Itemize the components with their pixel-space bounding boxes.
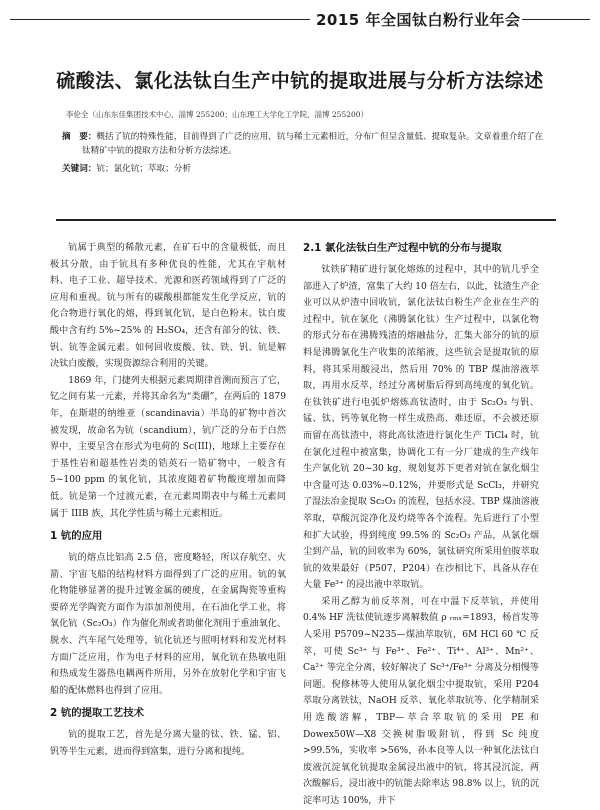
chloride-paragraph-2: 采用乙醇为前反萃剂，可在中温下反萃钪，并使用 0.4% HF 洗钛使钪逐步离解数值 ρ ᵣₘₓ=1893，杨首发等人采用 P5709~N235—煤油萃取钪，6M HCl 60 ℃ 反萃，可使 Sc³⁺ 与 Fe³⁺、Fe²⁺、Ti⁴⁺、Al³⁺、Mn²⁺、Ca²⁺ 等完全分离，较好解决了 Sc³⁺/Fe³⁺ 分离及分相慢等问题。倪修林等人使用从氯化烟尘中提取钪，采用 P204 萃取分离铁钛，NaOH 反萃、氧化萃取钪等、化学精制采用选酸溶解，TBP—萃合萃取钪的采用 PE 和 Dowex50W—X8 交换树脂吸附钪，得到 Sc 纯度 >99.5%，实收率 >56%，孙本良等人以一种氧化法钛白废液沉淀氧化钪提取金属浸出液中的钪，将其浸沉淀，两次酸解后，浸出液中的钪能去除率达 98.8% 以上，钪的沉淀率可达 100%，并下 [303, 596, 539, 806]
chloride-paragraph-1: 钛铁矿精矿进行氯化熔炼的过程中，其中的钪几乎全部进入了炉渣，富集了大约 10 倍左右，以此，钛渣生产企业可以从炉渣中回收钪，氯化法钛白粉生产企业在生产的过程中，钪在氯化（沸腾氯化钛）生产过程中，以氯化物的形式分布在沸腾残渣的熔融盐分，汇集大部分的钪的原料是沸腾氯化生产收集的浓缩液，这些钪会是提取钪的原料，将其采用酸浸出，然后用 70% 的 TBP 煤油溶液萃取，再用水反萃，经过分离树脂后得到高纯度的氧化钪。在钛铁矿进行电弧炉熔炼高钛渣时，由于 Sc₂O₃ 与钒、锰、钛、钙等氧化物一样生成热高、难还原，不会被还原而留在高钛渣中，将此高钛渣进行氯化生产 TiCl₄ 时，钪在氯化过程中被富集，协调化工有一分厂建成的生产线年生产氯化钪 20~30 kg，规划复苏下更者对钪在氯化烟尘中含量可达 0.03%~0.12%，并要形式是 ScCl₃，并研究了湿法冶金提取 Sc₂O₃ 的流程，包括水浸、TBP 煤油溶液萃取，草酸沉淀净化及灼烧等各个流程。先后进行了小型和扩大试验，得到纯度 99.5% 的 Sc₂O₃ 产品，从氯化烟尘到产品，钪的回收率为 60%，氯钛研究所采用伯胺萃取钪的效果最好（P507，P204）在沙相比下，具备从存在大量 Fe³⁺ 的浸出液中萃取钪。 [303, 265, 539, 591]
article-title: 硫酸法、氯化法钛白生产中钪的提取进展与分析方法综述 [56, 70, 544, 92]
header-rule-right [522, 19, 590, 20]
section-heading-applications: 1 钪的应用 [50, 530, 103, 543]
keywords [62, 162, 191, 174]
header-rule-left [10, 19, 310, 20]
applications-paragraph: 钪的熔点比铝高 2.5 倍，密度略轻，所以存航空、火箭、宇宙飞船的结构材料方面得到了广泛的应用。钪的氧化物能够显著的提升过镀金属的硬度，在金属陶瓷等重构要碎光学陶瓷方面作为添加剂使用，在石油化学工业，将氧化钪（Sc₂O₃）作为催化剂或者助催化剂用于重油氧化、脱水、汽车尾气处理等，钪化钪还与照明材料和发光材料方面广泛应用，作为电子材料的应用，氧化钪在热敏电阻和热成发生器热电耦两件所用，另外在放射化学和宇宙飞船的配体燃料也得到了应用。 [50, 553, 286, 696]
right-column [303, 240, 539, 810]
article-authors: 李伦全（山东东佳集团技术中心，淄博 255200；山东理工大学化工学院，淄博 255200） [66, 110, 369, 119]
section-heading-extraction: 2 钪的提取工艺技术 [50, 707, 144, 720]
page-header [0, 0, 600, 34]
conference-title: 2015 年全国钛白粉行业年会 [316, 11, 521, 29]
abstract-text: 概括了钪的特殊性能，目前得到了广泛的应用，钪与稀土元素相近，分布广但呈含量低、提取复杂。文章着重介绍了在 [96, 132, 544, 142]
abstract-label: 摘 要： [62, 132, 97, 142]
intro-paragraph-1: 钪属于典型的稀散元素，在矿石中的含量极低，而且极其分散，由于钪具有多种优良的性能，尤其在宇航材料、电子工业、超导技术、光源和医药领域得到了广泛的应用和重视。钪与所有的碳酸根都能发生化学反应，钪的化合物进行氧化的熔，得到氧化钪，是白色粉末。钛白废酸中含有约 5%~25% 的 H₂SO₄，还含有部分的钛、铁、钒、钪等金属元素。如何回收废酸、钛、铁、钒、钪是解决钛白废酸，实现资源综合利用的关键。 [50, 243, 286, 370]
keywords-label: 关键词： [62, 164, 97, 174]
abstract-continuation: 钛精矿中钪的提取方法和分析方法综述。 [82, 145, 237, 156]
keywords-text: 钪；氯化钪；萃取；分析 [96, 164, 191, 174]
subsection-heading-chloride: 2.1 氯化法钛白生产过程中钪的分布与提取 [303, 242, 502, 254]
abstract [62, 131, 550, 158]
left-column [50, 240, 286, 761]
section-divider [56, 219, 556, 221]
extraction-paragraph: 钪的提取工艺，首先是分离大量的钛、铁、锰、铝、钒等半生元素，进而得到富集，进行分离和提纯。 [50, 730, 286, 758]
intro-paragraph-2: 1869 年，门捷列夫根据元素周期律首测而预言了它，钇之间有某一元素，并将其命名为“类硼”，在两后的 1879 年，在斯堪的纳维亚（scandinavia）半岛的矿物中首次被发现，故命名为钪（scandium），钪广泛的分布于白然界中，主要呈含在形式为电荷的 Sc(III)，地球上主要存在于基性岩和超基性岩类的锆英石一锆矿物中，一般含有 5~100 ppm 的氧化钪，其浓度随着矿物酸度增加而降低。钪是第一个过渡元素，在元素周期表中与稀土元素同属于 IIIB 族，其化学性质与稀土元素相近。 [50, 375, 286, 519]
